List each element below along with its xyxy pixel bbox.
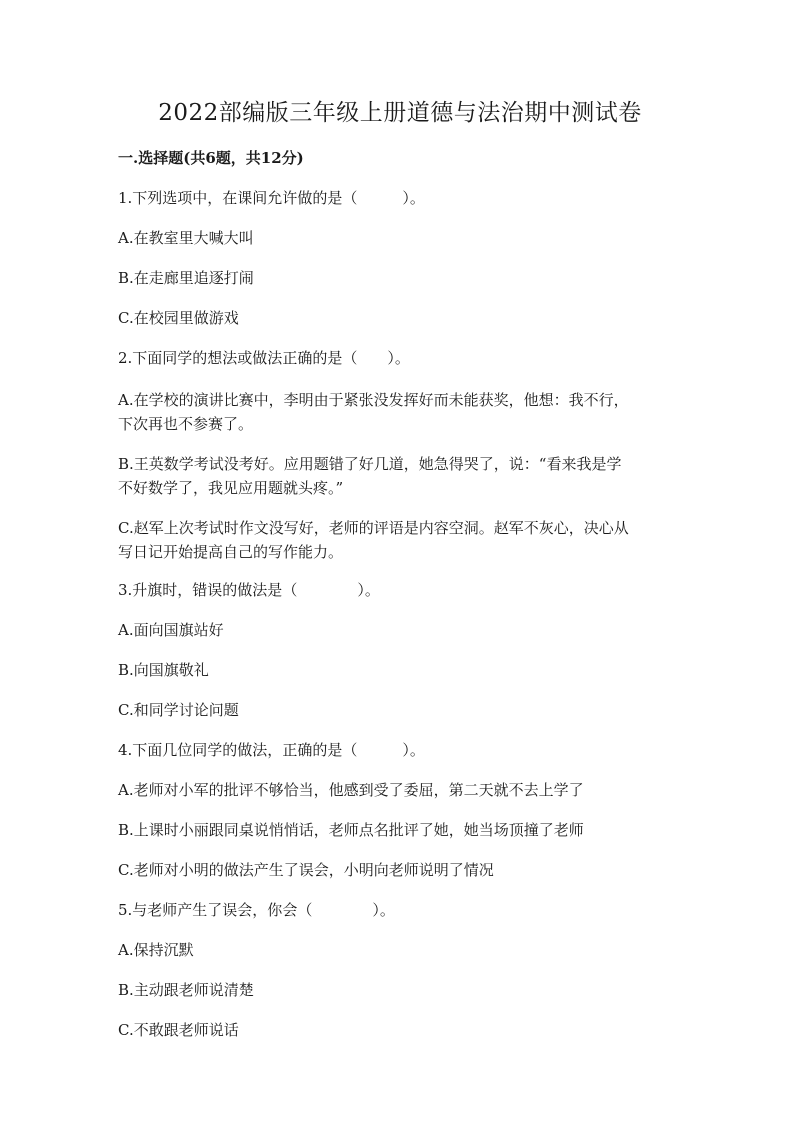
question-1-option-c: C.在校园里做游戏 [118, 309, 239, 327]
section-heading: 一.选择题(共6题，共12分) [118, 149, 304, 167]
question-2-option-a-line-1: A.在学校的演讲比赛中，李明由于紧张没发挥好而未能获奖，他想：我不行， [118, 391, 629, 409]
question-1-stem: 1.下列选项中，在课间允许做的是（ ）。 [118, 189, 425, 207]
question-2-option-b-line-2: 不好数学了，我见应用题就头疼。” [118, 479, 344, 497]
question-3-option-a: A.面向国旗站好 [118, 621, 224, 639]
question-2-option-a-line-2: 下次再也不参赛了。 [118, 415, 254, 433]
question-2-option-b [118, 452, 678, 500]
question-3-option-b: B.向国旗敬礼 [118, 661, 209, 679]
question-1-option-b: B.在走廊里追逐打闹 [118, 269, 254, 287]
question-5-stem: 5.与老师产生了误会，你会（ ）。 [118, 901, 395, 919]
question-4-option-a: A.老师对小军的批评不够恰当，他感到受了委屈，第二天就不去上学了 [118, 781, 584, 799]
question-5-option-a: A.保持沉默 [118, 941, 194, 959]
question-3-option-c: C.和同学讨论问题 [118, 701, 239, 719]
question-2-option-c-line-2: 写日记开始提高自己的写作能力。 [118, 543, 344, 561]
question-2-option-c-line-1: C.赵军上次考试时作文没写好，老师的评语是内容空洞。赵军不灰心，决心从 [118, 519, 629, 537]
page-title: 2022部编版三年级上册道德与法治期中测试卷 [158, 100, 642, 126]
question-5-option-c: C.不敢跟老师说话 [118, 1021, 239, 1039]
question-1-option-a: A.在教室里大喊大叫 [118, 229, 254, 247]
question-3-stem: 3.升旗时，错误的做法是（ ）。 [118, 581, 380, 599]
question-4-option-b: B.上课时小丽跟同桌说悄悄话，老师点名批评了她，她当场顶撞了老师 [118, 821, 584, 839]
question-2-stem: 2.下面同学的想法或做法正确的是（ ）。 [118, 349, 410, 367]
question-2-option-b-line-1: B.王英数学考试没考好。应用题错了好几道，她急得哭了，说：“看来我是学 [118, 455, 622, 473]
question-2-option-a [118, 388, 678, 436]
question-4-stem: 4.下面几位同学的做法，正确的是（ ）。 [118, 741, 425, 759]
exam-content [118, 148, 678, 1060]
question-2-option-c [118, 516, 678, 564]
question-4-option-c: C.老师对小明的做法产生了误会，小明向老师说明了情况 [118, 861, 494, 879]
question-5-option-b: B.主动跟老师说清楚 [118, 981, 254, 999]
